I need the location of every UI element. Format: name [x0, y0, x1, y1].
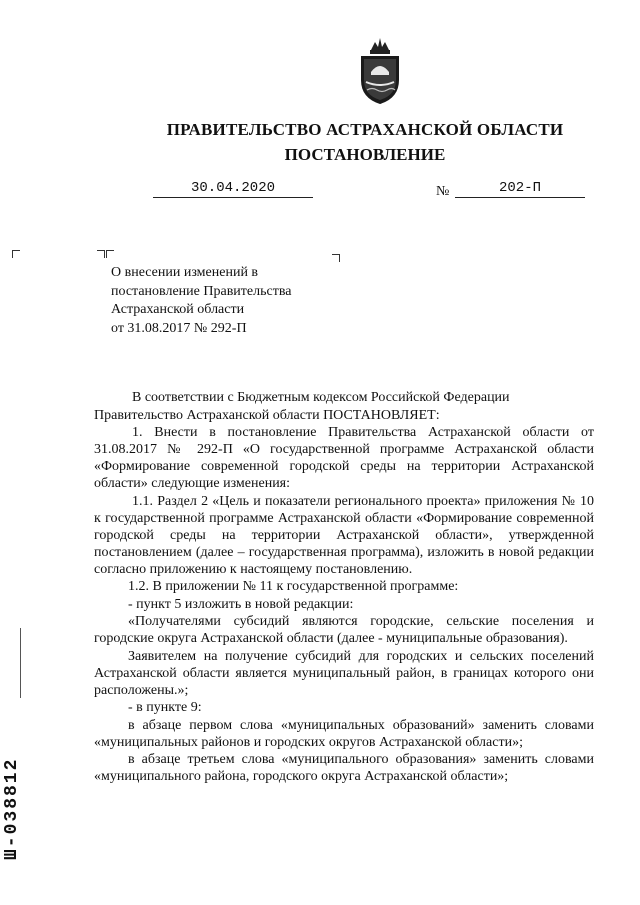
body-paragraph: 1. Внести в постановление Правительства Астраханской области от 31.08.2017 № 292-П «О государственной программе Астраханской области «Формирование современной городской среды на территории Астраханской области» следующие изменения: — [94, 425, 594, 491]
corner-mark-subject-left-a — [97, 250, 105, 258]
body-paragraph: - пункт 5 изложить в новой редакции: — [128, 596, 354, 612]
body-paragraph: Правительство Астраханской области ПОСТАНОВЛЯЕТ: — [94, 407, 440, 423]
body-paragraph: Заявителем на получение субсидий для городских и сельских поселений Астраханской области является муниципальный район, в границах которого они расположены.»; — [94, 648, 594, 698]
corner-mark-subject-right — [332, 254, 340, 262]
document-number: 202-П — [455, 180, 585, 198]
document-body — [94, 389, 594, 786]
corner-mark-left — [12, 250, 20, 258]
document-type: ПОСТАНОВЛЕНИЕ — [284, 145, 446, 164]
coat-of-arms-icon — [357, 36, 403, 106]
number-sign: № — [436, 184, 450, 199]
body-paragraph: в абзаце третьем слова «муниципального образования» заменить словами «муниципального района, городского округа Астраханской области»; — [94, 752, 594, 784]
document-subject — [111, 264, 331, 338]
corner-mark-subject-left-b — [106, 250, 114, 258]
subject-line: О внесении изменений в — [111, 265, 259, 280]
document-date: 30.04.2020 — [153, 180, 313, 198]
margin-line — [20, 628, 21, 698]
body-paragraph: «Получателями субсидий являются городские, сельские поселения и городские округа Астраханской области (далее - муниципальные образования). — [94, 614, 594, 646]
subject-line: от 31.08.2017 № 292-П — [111, 320, 247, 336]
body-paragraph: в абзаце первом слова «муниципальных образований» заменить словами «муниципальных районов и городских округов Астраханской области»; — [94, 717, 594, 750]
body-paragraph: В соответствии с Бюджетным кодексом Российской Федерации — [132, 390, 510, 405]
body-paragraph: 1.2. В приложении № 11 к государственной программе: — [128, 579, 459, 594]
subject-line: постановление Правительства — [111, 283, 292, 299]
serial-code: Ш-038812 — [2, 757, 22, 860]
organization-title: ПРАВИТЕЛЬСТВО АСТРАХАНСКОЙ ОБЛАСТИ — [166, 120, 564, 139]
body-paragraph: 1.1. Раздел 2 «Цель и показатели регионального проекта» приложения № 10 к государственной программе Астраханской области «Формирование современной городской среды на территории Астраханской области», утвержденной постановлением (далее – государственная программа), изложить в новой редакции согласно приложению к настоящему постановлению. — [94, 493, 594, 577]
body-paragraph: - в пункте 9: — [128, 700, 202, 715]
subject-line: Астраханской области — [111, 302, 245, 317]
